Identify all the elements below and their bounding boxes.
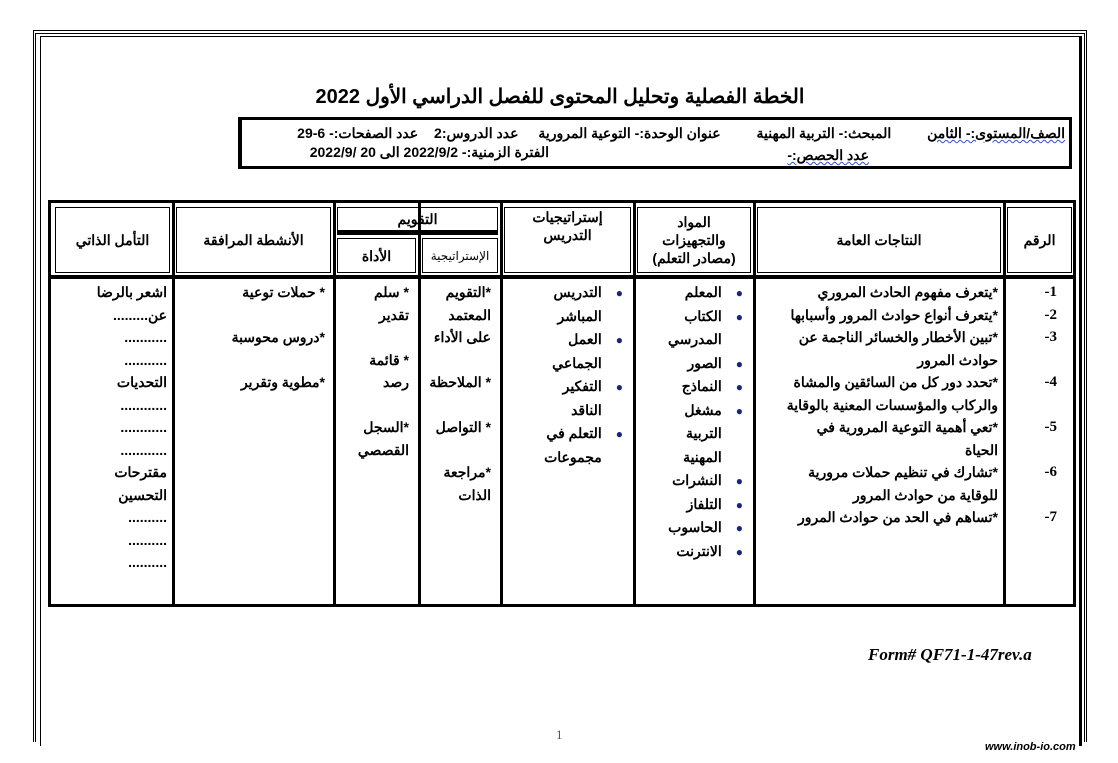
cell-line	[628, 281, 743, 305]
bullet-icon: ●	[615, 427, 623, 441]
cell-line: ..........	[128, 531, 167, 548]
cell-line: التحديات	[116, 374, 167, 390]
cell-line	[498, 281, 623, 305]
cell-line	[331, 394, 409, 417]
cell-line: * التواصل	[435, 419, 491, 435]
cell-line	[175, 304, 325, 327]
cell-text: التلفاز	[686, 495, 722, 512]
cell-line: ...........	[124, 329, 167, 345]
cell-line: والركاب والمؤسسات المعنية بالوقاية	[786, 396, 998, 413]
cell-line: 7-	[1044, 509, 1057, 525]
cell-text: المباشر	[557, 307, 602, 324]
cell-line: *مطوية وتقرير	[240, 374, 325, 390]
cell-line: التحسين	[118, 486, 167, 503]
cell-line	[413, 394, 491, 417]
cell-line: *يتعرف أنواع حوادث المرور وأسبابها	[790, 306, 998, 323]
bullet-icon: ●	[615, 286, 623, 300]
cell-line: الذات	[458, 486, 491, 503]
cell-text: المهنية	[683, 448, 722, 465]
assess-strategy-column	[413, 281, 491, 506]
bullet-icon: ●	[735, 380, 743, 394]
cell-line	[1017, 484, 1057, 507]
header-assess-tool: الأداة	[337, 238, 416, 273]
cell-line	[498, 375, 623, 399]
cell-line	[628, 493, 743, 517]
info-box	[238, 117, 1072, 169]
cell-line	[498, 328, 623, 352]
activities-column	[175, 281, 325, 394]
reflection-column	[55, 281, 167, 574]
cell-line: ..........	[128, 554, 167, 570]
cell-line: للوقاية من حوادث المرور	[852, 486, 998, 503]
cell-line: *السجل	[363, 419, 409, 435]
cell-text: الصور	[687, 354, 722, 371]
cell-line	[628, 540, 743, 564]
cell-line	[331, 326, 409, 349]
bullet-icon: ●	[735, 497, 743, 512]
bullet-icon: ●	[735, 474, 743, 488]
strategies-column	[498, 281, 623, 469]
cell-line: *تعي أهمية التوعية المرورية في	[816, 419, 998, 435]
cell-line: ..........	[128, 509, 167, 525]
cell-line: *تبين الأخطار والخسائر الناجمة عن	[798, 329, 998, 345]
cell-text: النشرات	[672, 472, 722, 488]
cell-line: رصد	[383, 374, 409, 390]
cell-line: 5-	[1044, 419, 1057, 435]
cell-line	[628, 375, 743, 399]
cell-line	[498, 422, 623, 446]
cell-text: النماذج	[681, 378, 722, 394]
cell-text: المدرسي	[667, 331, 722, 347]
cell-line	[413, 349, 491, 372]
cell-line: تقدير	[379, 306, 409, 323]
bullet-icon: ●	[735, 356, 743, 371]
cell-line: حوادث المرور	[917, 351, 998, 368]
bullet-icon: ●	[735, 286, 743, 300]
cell-text: الجماعي	[552, 354, 602, 371]
cell-text: الكتاب	[684, 307, 722, 324]
bullet-icon: ●	[735, 544, 743, 559]
header-strategies	[504, 207, 631, 273]
page-number: 1	[556, 727, 563, 742]
cell-line	[498, 399, 623, 423]
cell-line: 4-	[1044, 374, 1057, 390]
header-assess-strategy: الإستراتيجية	[422, 238, 498, 273]
cell-line: على الأداء	[433, 329, 491, 345]
bullet-icon: ●	[615, 333, 623, 347]
cell-text: مجموعات	[544, 448, 602, 465]
cell-line: ............	[120, 419, 167, 435]
cell-line	[628, 469, 743, 493]
cell-line	[498, 305, 623, 329]
header-outcomes: النتاجات العامة	[757, 207, 1001, 273]
cell-line: *مراجعة	[443, 464, 491, 480]
pages: عدد الصفحات:- 6-29	[297, 125, 419, 141]
header-materials-line: المواد	[677, 214, 711, 230]
cell-line	[1017, 349, 1057, 372]
header-activities: الأنشطة المرافقة	[176, 207, 331, 273]
cell-line: *تساهم في الحد من حوادث المرور	[798, 509, 998, 525]
cell-line: ............	[120, 441, 167, 458]
cell-text: مشغل	[684, 401, 722, 418]
bullet-icon: ●	[735, 521, 743, 535]
period-range: الفترة الزمنية:- 2022/9/2 الى 20 /2022/9	[309, 144, 549, 160]
header-materials-line: (مصادر التعلم)	[652, 250, 736, 266]
cell-line	[628, 446, 743, 470]
bullet-icon: ●	[735, 403, 743, 418]
cell-line: * قائمة	[369, 351, 409, 368]
cell-line: عن.........	[112, 306, 167, 323]
cell-text: الناقد	[571, 401, 602, 418]
header-materials-line: والتجهيزات	[662, 232, 726, 248]
plan-table	[48, 200, 1076, 607]
cell-line: القصصي	[357, 441, 409, 458]
cell-text: العمل	[568, 331, 602, 347]
cell-line	[1017, 439, 1057, 462]
header-strategies-line: التدريس	[543, 227, 592, 243]
header-assessment: التقويم	[337, 207, 498, 231]
cell-line	[628, 305, 743, 329]
cell-line: * الملاحظة	[429, 374, 491, 390]
periods: عدد الحصص:-	[787, 147, 869, 163]
bullet-icon: ●	[735, 309, 743, 324]
cell-line	[498, 446, 623, 470]
cell-line	[628, 399, 743, 423]
outcomes-column	[748, 281, 998, 529]
cell-line: *يتعرف مفهوم الحادث المروري	[817, 284, 998, 300]
cell-line: المعتمد	[448, 306, 491, 323]
cell-line	[413, 439, 491, 462]
cell-line: الحياة	[964, 441, 998, 458]
cell-text: التفكير	[562, 378, 602, 394]
cell-text: الانترنت	[676, 542, 722, 559]
cell-line	[498, 352, 623, 376]
cell-line	[628, 352, 743, 376]
cell-text: التعلم في	[546, 425, 602, 441]
subject: المبحث:- التربية المهنية	[756, 125, 892, 141]
bullet-icon: ●	[615, 380, 623, 394]
cell-line: 1-	[1044, 284, 1057, 300]
cell-line	[175, 349, 325, 372]
cell-text: التربية	[686, 425, 722, 441]
materials-column	[628, 281, 743, 563]
number-column	[1017, 281, 1057, 529]
header-strategies-line: إستراتيجيات	[532, 209, 603, 225]
assess-tool-column	[331, 281, 409, 461]
cell-line: *التقويم	[445, 284, 491, 300]
cell-line: ............	[120, 396, 167, 413]
cell-line: ...........	[124, 351, 167, 368]
cell-line	[628, 422, 743, 446]
cell-line: *دروس محوسبة	[231, 329, 325, 345]
header-materials	[637, 207, 751, 273]
cell-line: 6-	[1044, 464, 1057, 480]
document-title: الخطة الفصلية وتحليل المحتوى للفصل الدراسي الأول 2022	[315, 86, 805, 108]
cell-line: * سلم	[373, 284, 409, 300]
cell-text: الحاسوب	[668, 519, 722, 535]
lessons: عدد الدروس:2	[434, 125, 519, 141]
cell-line: اشعر بالرضا	[96, 284, 167, 300]
cell-text: التدريس	[553, 284, 602, 300]
cell-line: 2-	[1044, 306, 1057, 323]
grade: الصف/المستوى:- الثامن	[927, 125, 1065, 141]
form-number: Form# QF71-1-47rev.a	[868, 645, 1032, 664]
header-reflection: التأمل الذاتي	[55, 207, 170, 273]
cell-line: 3-	[1044, 329, 1057, 345]
unit: عنوان الوحدة:- التوعية المرورية	[538, 125, 721, 141]
cell-line: * حملات توعية	[242, 284, 325, 300]
cell-line	[628, 328, 743, 352]
cell-line: مقترحات	[114, 464, 167, 480]
cell-line: *تشارك في تنظيم حملات مرورية	[808, 464, 998, 480]
watermark: www.inob-io.com	[985, 741, 1076, 753]
cell-line: *تحدد دور كل من السائقين والمشاة	[793, 374, 998, 390]
cell-text: المعلم	[684, 284, 722, 300]
cell-line	[628, 516, 743, 540]
header-number: الرقم	[1007, 207, 1072, 273]
cell-line	[1017, 394, 1057, 417]
